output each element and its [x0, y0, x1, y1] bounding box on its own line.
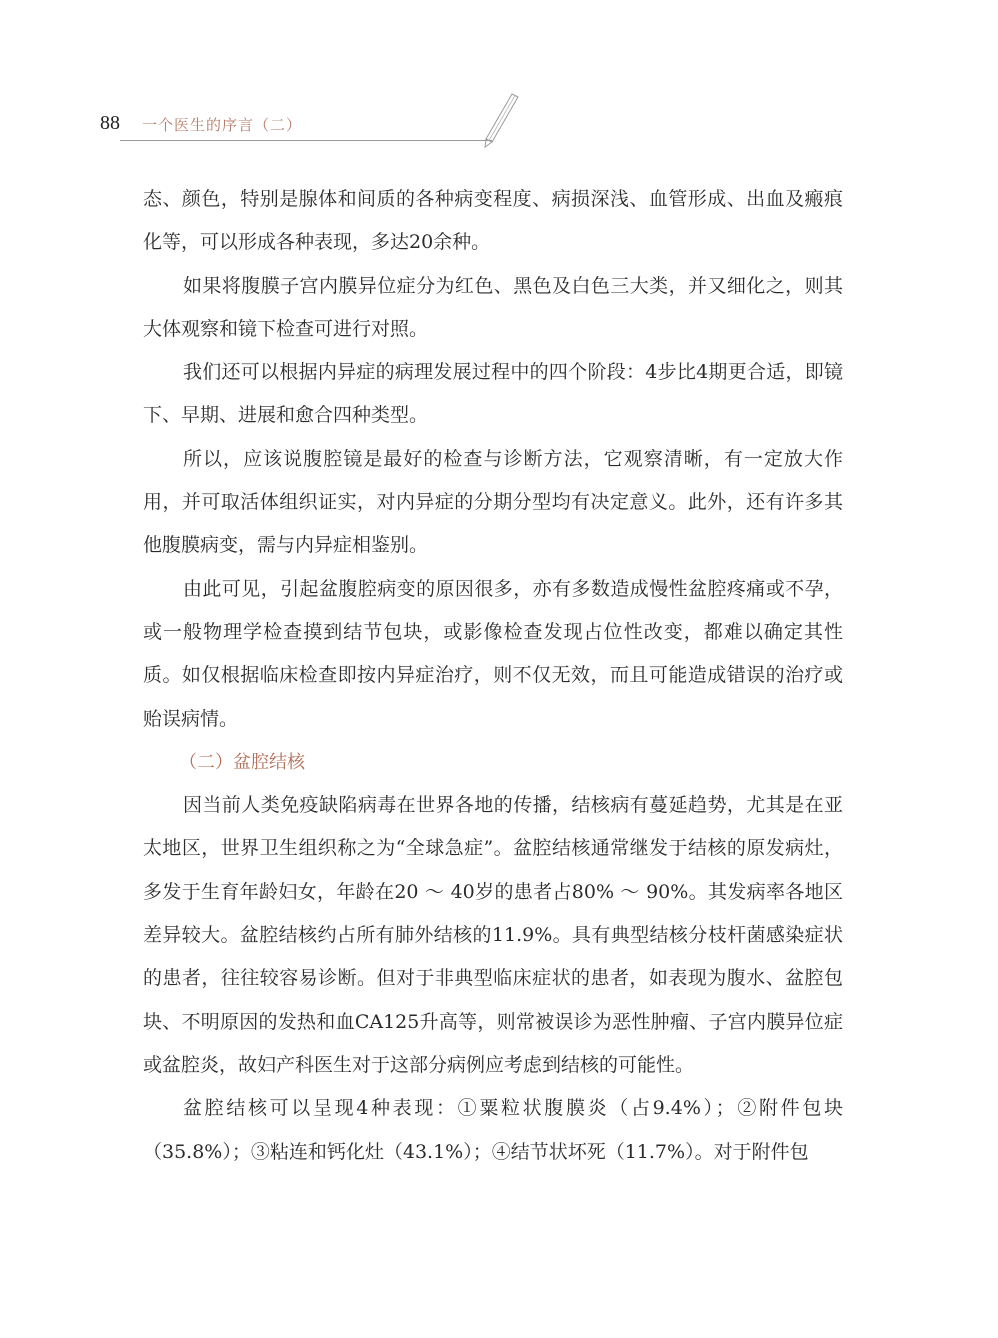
- paragraph: 态、颜色，特别是腺体和间质的各种病变程度、病损深浅、血管形成、出血及瘢痕化等，可以形成各种表现，多达20余种。: [143, 188, 843, 254]
- page-header: [100, 106, 520, 146]
- paragraph: 我们还可以根据内异症的病理发展过程中的四个阶段：4步比4期更合适，即镜下、早期、进展和愈合四种类型。: [143, 361, 843, 427]
- paragraph: 所以，应该说腹腔镜是最好的检查与诊断方法，它观察清晰，有一定放大作用，并可取活体组织证实，对内异症的分期分型均有决定意义。此外，还有许多其他腹膜病变，需与内异症相鉴别。: [143, 447, 843, 557]
- paragraph: 由此可见，引起盆腹腔病变的原因很多，亦有多数造成慢性盆腔疼痛或不孕，或一般物理学检查摸到结节包块，或影像检查发现占位性改变，都难以确定其性质。如仅根据临床检查即按内异症治疗，则不仅无效，而且可能造成错误的治疗或贻误病情。: [143, 577, 843, 730]
- paragraph: 盆腔结核可以呈现4种表现：①粟粒状腹膜炎（占9.4%）；②附件包块（35.8%）；③粘连和钙化灶（43.1%）；④结节状坏死（11.7%）。对于附件包: [143, 1097, 843, 1163]
- body-text: [143, 178, 843, 1174]
- page-number: 88: [100, 112, 120, 134]
- running-title: 一个医生的序言（二）: [142, 116, 303, 134]
- section-heading: （二）盆腔结核: [179, 751, 305, 773]
- pen-nib-icon: [472, 92, 522, 148]
- paragraph: 因当前人类免疫缺陷病毒在世界各地的传播，结核病有蔓延趋势，尤其是在亚太地区，世界卫生组织称之为“全球急症”。盆腔结核通常继发于结核的原发病灶，多发于生育年龄妇女，年龄在20 ～ 40岁的患者占80% ～ 90%。其发病率各地区差异较大。盆腔结核约占所有肺外结核的11.9%。具有典型结核分枝杆菌感染症状的患者，往往较容易诊断。但对于非典型临床症状的患者，如表现为腹水、盆腔包块、不明原因的发热和血CA125升高等，则常被误诊为恶性肿瘤、子宫内膜异位症或盆腔炎，故妇产科医生对于这部分病例应考虑到结核的可能性。: [143, 794, 843, 1076]
- paragraph: 如果将腹膜子宫内膜异位症分为红色、黑色及白色三大类，并又细化之，则其大体观察和镜下检查可进行对照。: [143, 274, 843, 340]
- header-rule: [120, 140, 492, 141]
